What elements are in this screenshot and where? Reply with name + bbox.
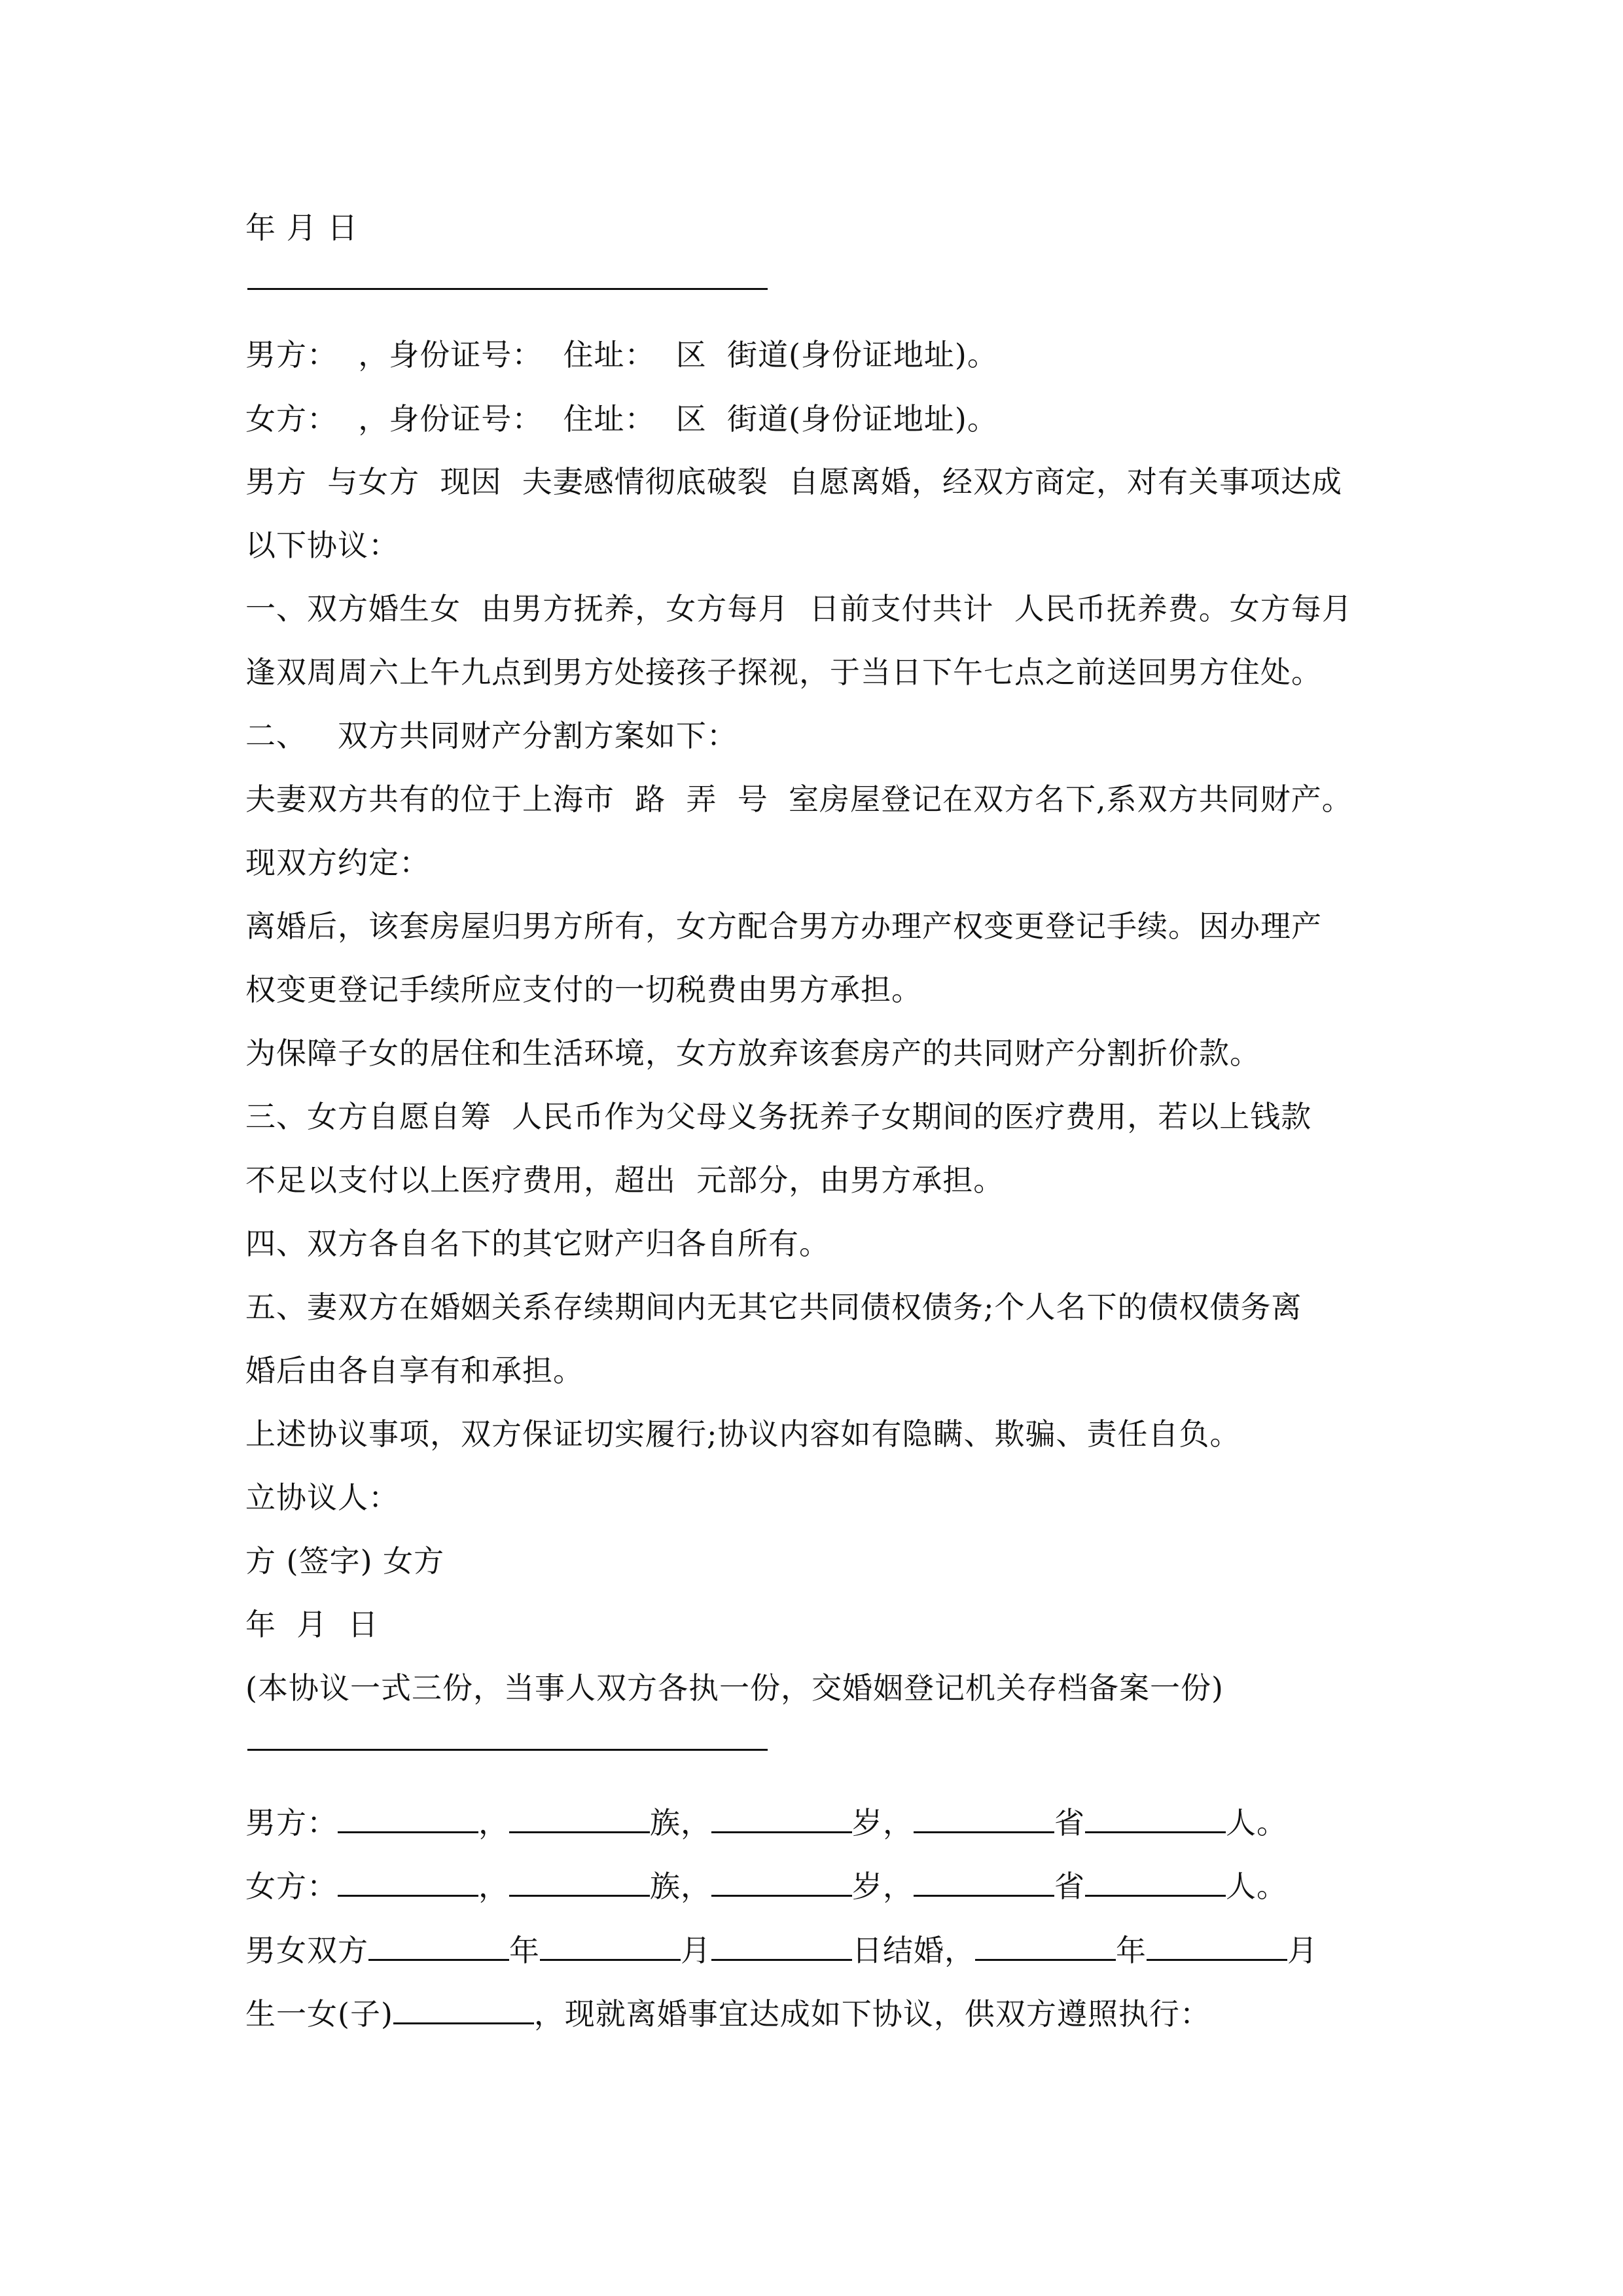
clause1-line-1: 一、双方婚生女 由男方抚养，女方每月 日前支付共计 人民币抚养费。女方每月 [245,591,1353,626]
child-name-blank[interactable] [393,1996,534,2024]
female-name-blank[interactable] [338,1869,478,1897]
child-prefix: 生一女(子) [245,1996,393,2032]
sign-date-line: 年 月 日 [245,1607,379,1642]
male-province-blank[interactable] [914,1805,1054,1833]
separator-rule-2 [247,1749,768,1751]
female-info-line: 女方： ，身份证号： 住址： 区 街道(身份证地址)。 [245,401,998,437]
month-label: 月 [681,1933,711,1968]
clause2-line-2: 现双方约定： [245,845,430,880]
clause2-line-5: 为保障子女的居住和生活环境，女方放弃该套房产的共同财产分割折价款。 [245,1035,1260,1071]
marriage-prefix: 男女双方 [245,1933,368,1968]
female-city-blank[interactable] [1085,1869,1226,1897]
male-city-blank[interactable] [1085,1805,1226,1833]
marriage-month-blank[interactable] [540,1933,681,1961]
province-label: 省 [1054,1805,1085,1840]
clause2-line-1: 夫妻双方共有的位于上海市 路 弄 号 室房屋登记在双方名下,系双方共同财产。 [245,781,1353,817]
clause3-line-2: 不足以支付以上医疗费用，超出 元部分，由男方承担。 [245,1162,1005,1198]
child-birth-year-blank[interactable] [975,1933,1116,1961]
male-form-line [245,1803,1287,1842]
top-date: 年 月 日 [245,210,359,245]
male-name-blank[interactable] [338,1805,478,1833]
female-label: 女方： [245,1869,338,1904]
separator-rule-1 [247,288,768,290]
child-birth-month-blank[interactable] [1147,1933,1287,1961]
male-ethnic-blank[interactable] [509,1805,650,1833]
copies-note: (本协议一式三份，当事人双方各执一份，交婚姻登记机关存档备案一份) [245,1670,1224,1706]
age-label: 岁， [852,1869,914,1904]
intro-line-2: 以下协议： [245,528,399,563]
person-label: 人。 [1226,1869,1287,1904]
year-label: 年 [509,1933,540,1968]
child-suffix: ，现就离婚事宜达成如下协议，供双方遵照执行： [533,1996,1211,2032]
clause2-title: 二、 双方共同财产分割方案如下： [245,718,738,753]
marriage-year-blank[interactable] [368,1933,509,1961]
clause2-line-3: 离婚后，该套房屋归男方所有，女方配合男方办理产权变更登记手续。因办理产 [245,908,1322,944]
age-label: 岁， [852,1805,914,1840]
male-label: 男方： [245,1805,338,1840]
province-label: 省 [1054,1869,1085,1904]
female-age-blank[interactable] [711,1869,852,1897]
clause5-line-1: 五、妻双方在婚姻关系存续期间内无其它共同债权债务;个人名下的债权债务离 [245,1289,1302,1325]
month-label: 月 [1287,1933,1318,1968]
marriage-date-line [245,1931,1318,1970]
married-day-label: 日结婚， [852,1933,975,1968]
ethnic-label: 族， [650,1869,711,1904]
female-ethnic-blank[interactable] [509,1869,650,1897]
ethnic-label: 族， [650,1805,711,1840]
year-label: 年 [1116,1933,1147,1968]
clause4-line: 四、双方各自名下的其它财产归各自所有。 [245,1226,830,1261]
intro-line-1: 男方 与女方 现因 夫妻感情彻底破裂 自愿离婚，经双方商定，对有关事项达成 [245,464,1342,499]
male-info-line: 男方： ，身份证号： 住址： 区 街道(身份证地址)。 [245,337,998,372]
female-province-blank[interactable] [914,1869,1054,1897]
comma: ， [478,1805,509,1840]
person-label: 人。 [1226,1805,1287,1840]
signatories-label: 立协议人： [245,1480,399,1515]
clause2-line-4: 权变更登记手续所应支付的一切税费由男方承担。 [245,972,922,1007]
female-form-line [245,1867,1287,1906]
signature-line: 方 (签字) 女方 [245,1543,445,1579]
male-age-blank[interactable] [711,1805,852,1833]
marriage-day-blank[interactable] [711,1933,852,1961]
comma: ， [478,1869,509,1904]
child-line [245,1994,1211,2034]
clause1-line-2: 逢双周周六上午九点到男方处接孩子探视，于当日下午七点之前送回男方住处。 [245,655,1322,690]
clause3-line-1: 三、女方自愿自筹 人民币作为父母义务抚养子女期间的医疗费用，若以上钱款 [245,1099,1312,1134]
guarantee-line: 上述协议事项，双方保证切实履行;协议内容如有隐瞒、欺骗、责任自负。 [245,1416,1241,1452]
clause5-line-2: 婚后由各自享有和承担。 [245,1353,584,1388]
